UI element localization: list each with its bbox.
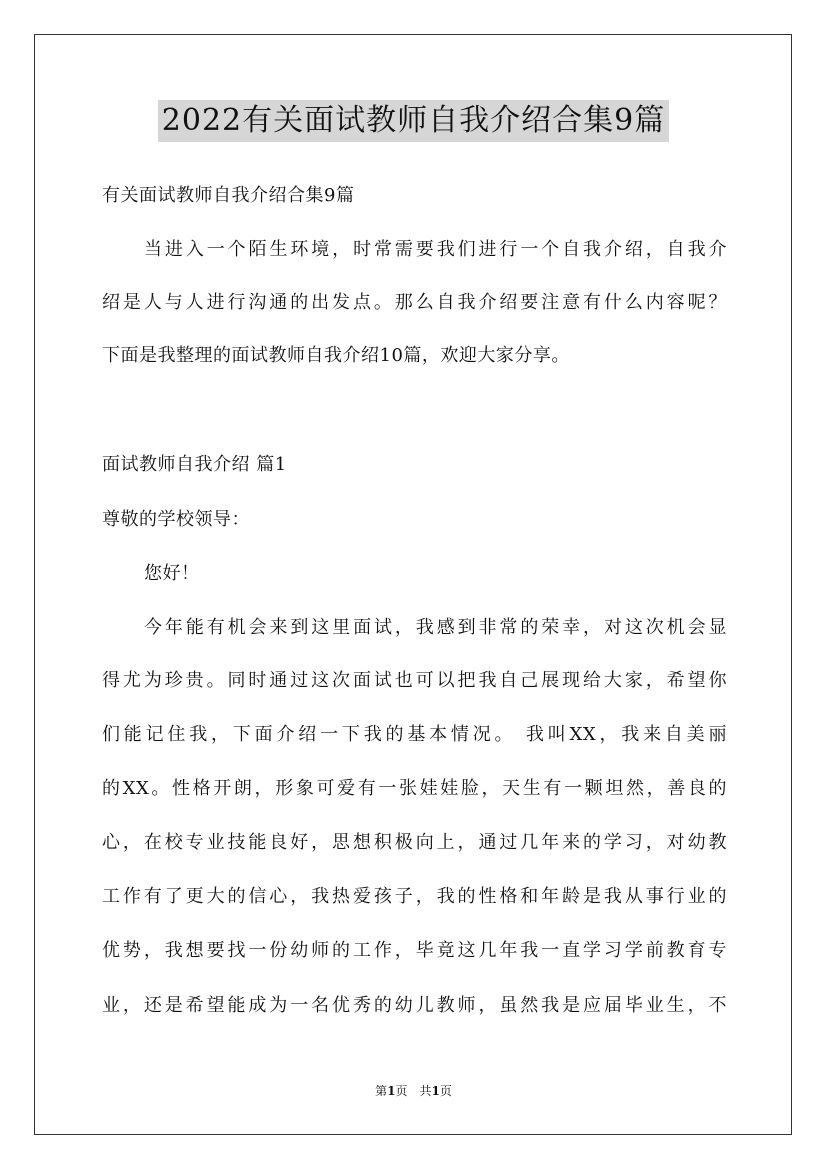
document-title: 2022有关面试教师自我介绍合集9篇: [158, 100, 669, 142]
footer-page-mid: 页 共: [395, 1084, 432, 1098]
footer-page-suffix: 页: [439, 1084, 452, 1098]
body-line-8: 业，还是希望能成为一名优秀的幼儿教师，虽然我是应届毕业生，不: [102, 995, 727, 1016]
body-line-4: 的XX。性格开朗，形象可爱有一张娃娃脸，天生有一颗坦然，善良的: [102, 778, 727, 799]
section-heading: 面试教师自我介绍 篇1: [102, 454, 287, 475]
intro-line-1: 当进入一个陌生环境，时常需要我们进行一个自我介绍，自我介: [144, 239, 727, 260]
title-container: [0, 100, 827, 142]
body-line-7: 优势，我想要找一份幼师的工作，毕竟这几年我一直学习学前教育专: [102, 940, 727, 961]
body-line-1: 今年能有机会来到这里面试，我感到非常的荣幸，对这次机会显: [144, 617, 727, 638]
footer-page-current: 1: [387, 1084, 396, 1098]
body-line-6: 工作有了更大的信心，我热爱孩子，我的性格和年龄是我从事行业的: [102, 886, 727, 907]
intro-line-2: 绍是人与人进行沟通的出发点。那么自我介绍要注意有什么内容呢？: [102, 292, 727, 313]
document-subtitle: 有关面试教师自我介绍合集9篇: [102, 185, 355, 206]
body-line-3: 们能记住我，下面介绍一下我的基本情况。 我叫XX，我来自美丽: [102, 724, 727, 745]
body-line-2: 得尤为珍贵。同时通过这次面试也可以把我自己展现给大家，希望你: [102, 670, 727, 691]
page-footer: [0, 1083, 827, 1099]
greeting: 您好！: [144, 563, 200, 584]
body-line-5: 心，在校专业技能良好，思想积极向上，通过几年来的学习，对幼教: [102, 832, 727, 853]
footer-page-prefix: 第: [375, 1084, 388, 1098]
footer-page-total: 1: [431, 1084, 440, 1098]
intro-line-3: 下面是我整理的面试教师自我介绍10篇，欢迎大家分享。: [102, 345, 570, 366]
salutation: 尊敬的学校领导：: [102, 509, 250, 530]
